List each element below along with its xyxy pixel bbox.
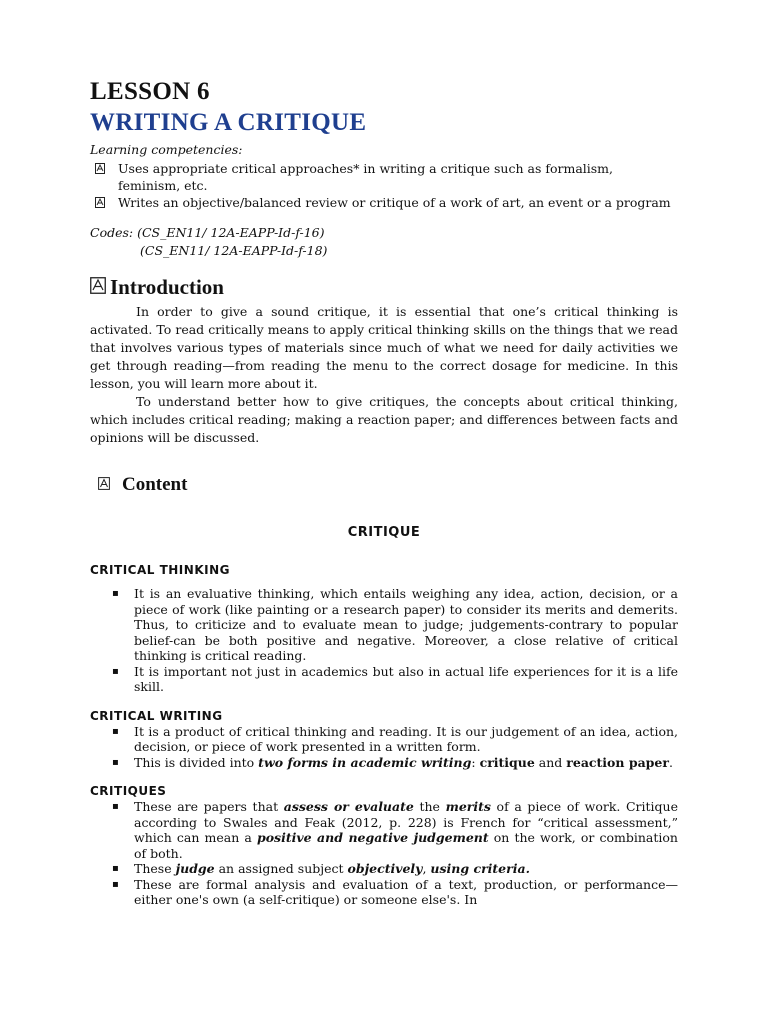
content-icon [98, 474, 110, 496]
list-item: ▪ These are formal analysis and evaluation of a text, production, or performance—either one's own (a self-critique) or someone else's. In [90, 877, 678, 908]
document-bullet-icon [95, 163, 105, 174]
introduction-heading: Introduction [90, 274, 678, 300]
introduction-paragraph-2: To understand better how to give critiques, the concepts about critical thinking, which includes critical reading; making a reaction paper; and differences between facts and opinions will be discussed. [90, 394, 678, 445]
list-item: ▪ These judge an assigned subject objectively, using criteria. [90, 861, 678, 877]
competency-item: Writes an objective/balanced review or critique of a work of art, an event or a program [90, 194, 678, 211]
code-line-1: Codes: (CS_EN11/ 12A-EAPP-Id-f-16) [90, 225, 325, 240]
lesson-number: LESSON 6 [90, 78, 210, 105]
document-bullet-icon [95, 197, 105, 208]
critique-title: CRITIQUE [347, 525, 421, 540]
competency-item: Uses appropriate critical approaches* in writing a critique such as formalism, feminism, etc. [90, 160, 678, 194]
introduction-icon [90, 275, 106, 300]
critical-thinking-list [90, 586, 678, 695]
competencies-heading: Learning competencies: [90, 142, 243, 157]
list-item: ▪ It is important not just in academics but also in actual life experiences for it is a life skill. [90, 664, 678, 695]
content-heading: Content [90, 473, 678, 497]
code-line-2: (CS_EN11/ 12A-EAPP-Id-f-18) [140, 243, 328, 258]
lesson-title: WRITING A CRITIQUE [90, 109, 367, 136]
introduction-paragraph-1: In order to give a sound critique, it is essential that one’s critical thinking is activated. To read critically means to apply critical thinking skills on the things that we read that involves various types of materials since much of what we need for daily activities we get through reading—from reading the menu to the correct dosage for medicine. In this lesson, you will learn more about it. [90, 304, 678, 391]
critiques-list [90, 799, 678, 908]
competencies-list [90, 160, 678, 211]
document-page [90, 78, 678, 908]
list-item: ▪ This is divided into two forms in academic writing: critique and reaction paper. [90, 755, 678, 771]
list-item: ▪ These are papers that assess or evaluate the merits of a piece of work. Critique according to Swales and Feak (2012, p. 228) is French for “critical assessment,” which can mean a positive and negative judgement on the work, or combination of both. [90, 799, 678, 861]
critical-writing-heading: CRITICAL WRITING [90, 708, 223, 723]
list-item: ▪ It is a product of critical thinking and reading. It is our judgement of an idea, action, decision, or piece of work presented in a written form. [90, 724, 678, 755]
list-item: ▪ It is an evaluative thinking, which entails weighing any idea, action, decision, or a piece of work (like painting or a research paper) to consider its merits and demerits. Thus, to criticize and to evaluate mean to judge; judgements-contrary to popular belief-can be both positive and negative. Moreover, a close relative of critical thinking is critical reading. [90, 586, 678, 664]
competency-codes [90, 224, 678, 260]
critical-thinking-heading: CRITICAL THINKING [90, 563, 230, 577]
critiques-heading: CRITIQUES [90, 784, 167, 798]
critical-writing-list [90, 724, 678, 771]
